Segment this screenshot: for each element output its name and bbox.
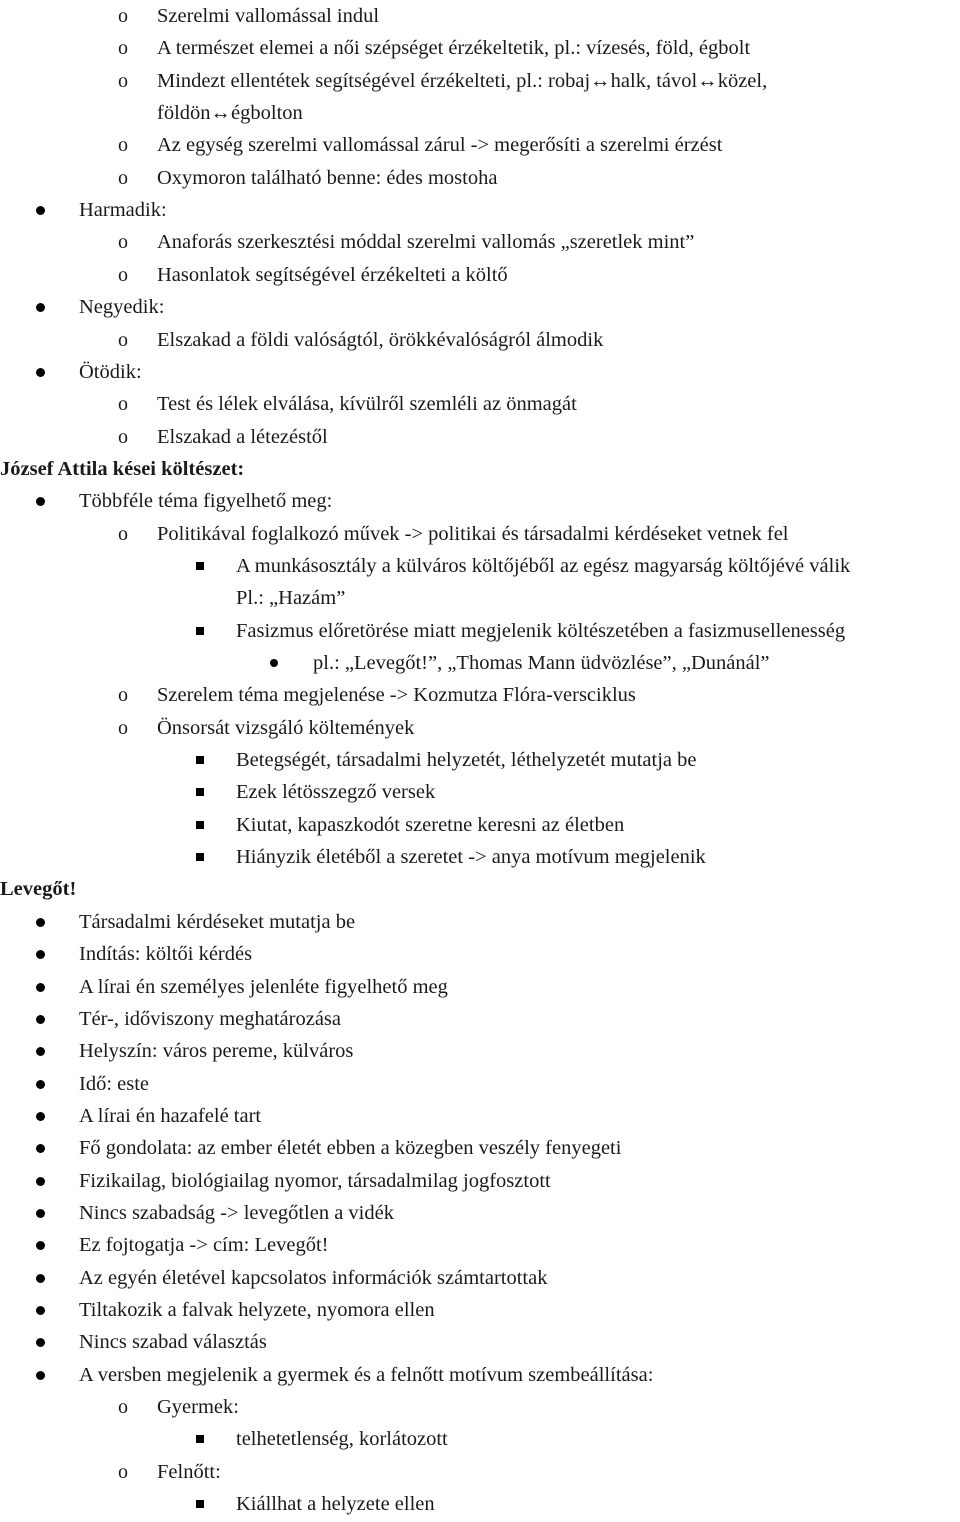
square-bullet-icon	[196, 627, 204, 635]
item-text: Tér-, időviszony meghatározása	[79, 1007, 341, 1030]
item-text: Ez fojtogatja -> cím: Levegőt!	[79, 1234, 329, 1257]
item-text: A lírai én hazafelé tart	[79, 1104, 262, 1127]
circle-bullet-icon: o	[118, 716, 128, 739]
circle-bullet-icon: o	[118, 263, 128, 286]
item-text: Ezek létösszegző versek	[236, 781, 436, 804]
circle-bullet-icon: o	[118, 1396, 128, 1419]
item-text: Önsorsát vizsgáló költemények	[157, 716, 415, 739]
bullet-icon	[36, 983, 45, 992]
item-text: Elszakad a földi valóságtól, örökkévalóságról álmodik	[157, 328, 604, 351]
item-text: Szerelem téma megjelenése -> Kozmutza Flóra-versciklus	[157, 684, 636, 707]
bullet-icon	[36, 950, 45, 959]
bullet-icon	[36, 918, 45, 927]
item-text: Fasizmus előretörése miatt megjelenik költészetében a fasizmusellenesség	[236, 619, 846, 642]
square-bullet-icon	[196, 788, 204, 796]
bullet-icon	[36, 1209, 45, 1218]
item-text: Az egység szerelmi vallomással zárul -> megerősíti a szerelmi érzést	[157, 134, 723, 157]
item-text: Politikával foglalkozó művek -> politikai és társadalmi kérdéseket vetnek fel	[157, 522, 789, 545]
bullet-icon	[36, 303, 45, 312]
item-text: Hasonlatok segítségével érzékelteti a költő	[157, 263, 508, 286]
bullet-icon	[36, 1177, 45, 1186]
circle-bullet-icon: o	[118, 69, 128, 92]
item-text: Nincs szabadság -> levegőtlen a vidék	[79, 1201, 394, 1224]
square-bullet-icon	[196, 1500, 204, 1508]
item-text: Szerelmi vallomással indul	[157, 5, 380, 27]
item-text: Nincs szabad választás	[79, 1331, 267, 1354]
item-text: Fizikailag, biológiailag nyomor, társadalmilag jogfosztott	[79, 1169, 551, 1192]
item-text: telhetetlenség, korlátozott	[236, 1428, 448, 1451]
circle-bullet-icon: o	[118, 425, 128, 448]
bullet-icon	[36, 1371, 45, 1380]
square-bullet-icon	[196, 853, 204, 861]
item-text: Idő: este	[79, 1072, 150, 1095]
item-text: Felnőtt:	[157, 1460, 221, 1483]
circle-bullet-icon: o	[118, 684, 128, 707]
circle-bullet-icon: o	[118, 37, 128, 60]
item-text: Ötödik:	[79, 360, 142, 383]
circle-bullet-icon: o	[118, 231, 128, 254]
bullet-icon	[36, 1112, 45, 1121]
bullet-icon	[36, 1241, 45, 1250]
circle-bullet-icon: o	[118, 522, 128, 545]
bullet-icon	[36, 497, 45, 506]
item-text: Oxymoron található benne: édes mostoha	[157, 166, 498, 189]
item-text: Többféle téma figyelhető meg:	[79, 490, 333, 513]
bullet-icon	[36, 1306, 45, 1315]
item-text: földön↔égbolton	[157, 102, 303, 125]
item-text: Fő gondolata: az ember életét ebben a közegben veszély fenyegeti	[79, 1137, 622, 1160]
bullet-icon	[270, 659, 278, 667]
item-text: Test és lélek elválása, kívülről szemléli az önmagát	[157, 393, 577, 416]
item-text: József Attila kései költészet:	[0, 457, 245, 480]
circle-bullet-icon: o	[118, 134, 128, 157]
circle-bullet-icon: o	[118, 166, 128, 189]
item-text: A versben megjelenik a gyermek és a felnőtt motívum szembeállítása:	[79, 1363, 654, 1386]
item-text: A lírai én személyes jelenléte figyelhető meg	[79, 975, 448, 998]
item-text: Gyermek:	[157, 1396, 239, 1419]
square-bullet-icon	[196, 821, 204, 829]
item-text: Levegőt!	[0, 878, 77, 901]
item-text: Anaforás szerkesztési móddal szerelmi vallomás „szeretlek mint”	[157, 231, 695, 254]
item-text: Az egyén életével kapcsolatos információk számtartottak	[79, 1266, 548, 1289]
item-text: Elszakad a létezéstől	[157, 425, 328, 448]
item-text: A természet elemei a női szépséget érzékeltetik, pl.: vízesés, föld, égbolt	[157, 37, 751, 60]
circle-bullet-icon: o	[118, 328, 128, 351]
item-text: Betegségét, társadalmi helyzetét, léthelyzetét mutatja be	[236, 749, 697, 772]
item-text: Kiállhat a helyzete ellen	[236, 1493, 435, 1516]
item-text: Helyszín: város pereme, külváros	[79, 1040, 354, 1063]
circle-bullet-icon: o	[118, 5, 128, 27]
bullet-icon	[36, 1015, 45, 1024]
bullet-icon	[36, 1047, 45, 1056]
circle-bullet-icon: o	[118, 393, 128, 416]
item-text: Mindezt ellentétek segítségével érzékelteti, pl.: robaj↔halk, távol↔közel,	[157, 69, 768, 92]
bullet-icon	[36, 206, 45, 215]
square-bullet-icon	[196, 1435, 204, 1443]
bullet-icon	[36, 1144, 45, 1153]
bullet-icon	[36, 368, 45, 377]
square-bullet-icon	[196, 562, 204, 570]
item-text: Pl.: „Hazám”	[236, 587, 346, 610]
item-text: pl.: „Levegőt!”, „Thomas Mann üdvözlése”, „Dunánál”	[313, 652, 770, 674]
item-text: Negyedik:	[79, 296, 165, 319]
item-text: Tiltakozik a falvak helyzete, nyomora ellen	[79, 1299, 435, 1321]
bullet-icon	[36, 1080, 45, 1089]
item-text: Hiányzik életéből a szeretet -> anya motívum megjelenik	[236, 846, 706, 869]
bullet-icon	[36, 1338, 45, 1347]
bullet-icon	[36, 1274, 45, 1283]
circle-bullet-icon: o	[118, 1460, 128, 1483]
item-text: Harmadik:	[79, 199, 167, 222]
item-text: Indítás: költői kérdés	[79, 943, 253, 966]
item-text: Társadalmi kérdéseket mutatja be	[79, 910, 356, 933]
item-text: A munkásosztály a külváros költőjéből az egész magyarság költőjévé válik	[236, 554, 851, 577]
item-text: Kiutat, kapaszkodót szeretne keresni az életben	[236, 813, 625, 836]
square-bullet-icon	[196, 756, 204, 764]
